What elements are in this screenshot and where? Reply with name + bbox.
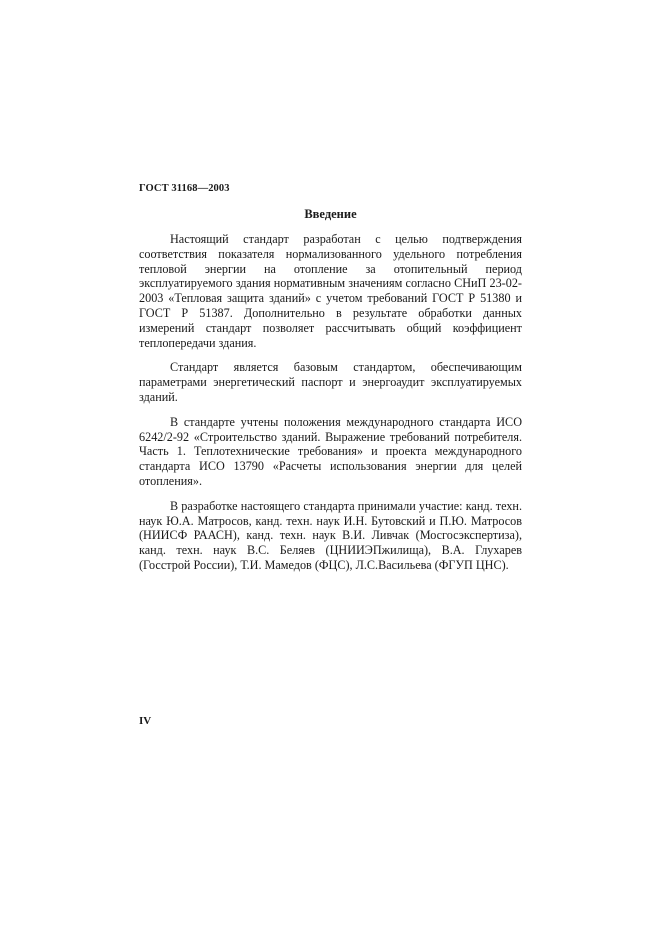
paragraph-contributors: В разработке настоящего стандарта принимали участие: канд. техн. наук Ю.А. Матросов, канд. техн. наук И.Н. Бутовский и П.Ю. Матросов (НИИСФ РААСН), канд. техн. наук В.И. Ливчак (Мосгосэкспертиза), канд. техн. наук В.С. Беляев (ЦНИИЭПжилища), В.А. Глухарев (Госстрой России), Т.И. Мамедов (ФЦС), Л.С.Васильева (ФГУП ЦНС). [139, 498, 522, 572]
paragraph-purpose: Настоящий стандарт разработан с целью подтверждения соответствия показателя нормализованного удельного потребления тепловой энергии на отопление за отопительный период эксплуатируемого здания нормативным значениям согласно СНиП 23-02-2003 «Тепловая защита зданий» с учетом требований ГОСТ Р 51380 и ГОСТ Р 51387. Дополнительно в результате обработки данных измерений стандарт позволяет рассчитывать общий коэффициент теплопередачи здания. [139, 232, 522, 350]
document-body [139, 232, 522, 583]
page-number: IV [139, 715, 152, 727]
standard-code-header: ГОСТ 31168—2003 [139, 183, 230, 194]
paragraph-base-standard: Стандарт является базовым стандартом, обеспечивающим параметрами энергетический паспорт и энергоаудит эксплуатируемых зданий. [139, 360, 522, 404]
section-title: Введение [304, 207, 357, 221]
paragraph-international-standards: В стандарте учтены положения международного стандарта ИСО 6242/2-92 «Строительство зданий. Выражение требований потребителя. Часть 1. Теплотехнические требования» и проекта международного стандарта ИСО 13790 «Расчеты использования энергии для целей отопления». [139, 414, 522, 488]
